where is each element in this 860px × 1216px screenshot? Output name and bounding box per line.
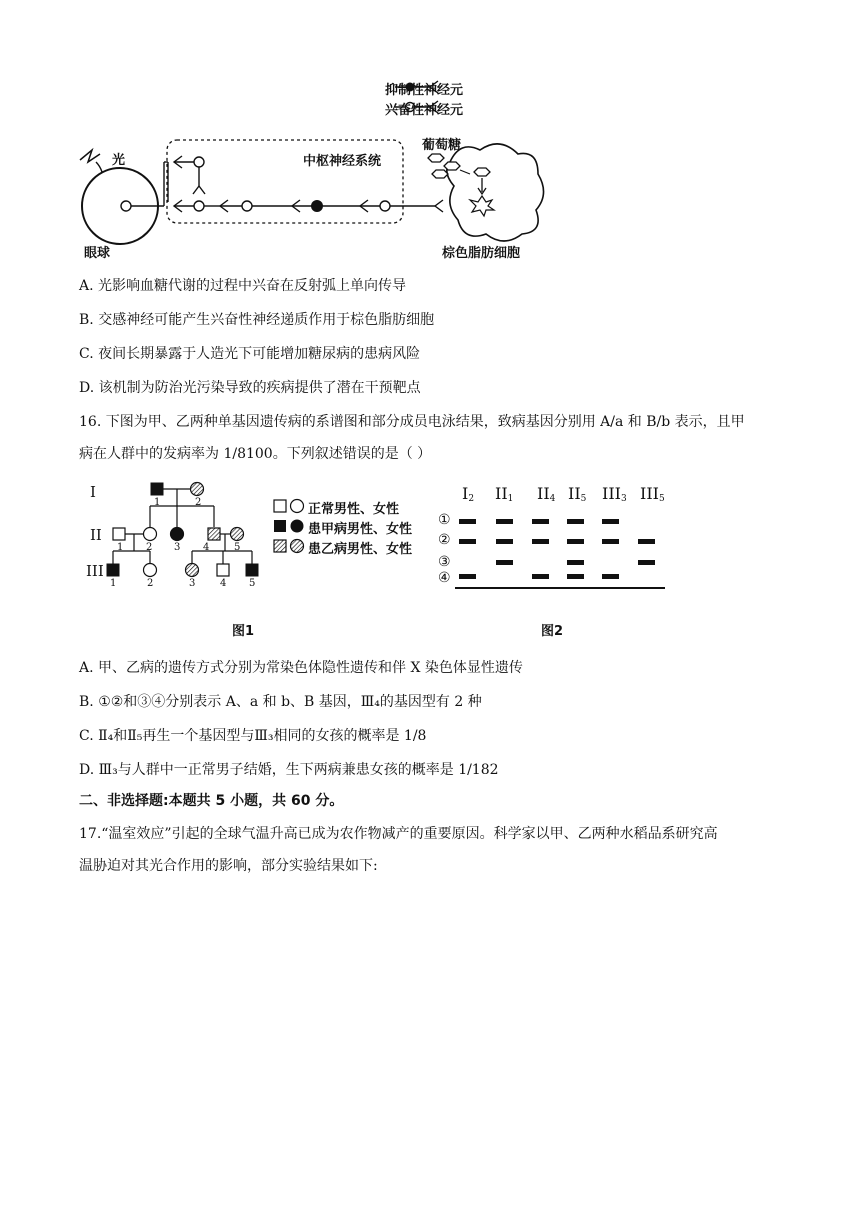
band: [567, 574, 584, 579]
label-brown-fat: 棕色脂肪细胞: [442, 246, 521, 261]
id-II3: 3: [174, 542, 181, 553]
band: [496, 560, 513, 565]
pedigree-chart: [80, 476, 270, 594]
caption-fig1: 图1: [232, 624, 255, 639]
q16-option-b: B. ①②和③④分别表示 A、a 和 b、B 基因，Ⅲ₄的基因型有 2 种: [79, 694, 482, 710]
q16-option-c: C. Ⅱ₄和Ⅱ₅再生一个基因型与Ⅲ₃相同的女孩的概率是 1/8: [79, 728, 427, 744]
id-III2: 2: [147, 578, 154, 589]
lane-label-5: $III_3$: [602, 484, 627, 504]
legend-excitatory: 兴奋性神经元: [385, 103, 464, 118]
id-III1: 1: [110, 578, 117, 589]
label-eyeball: 眼球: [84, 246, 111, 261]
electrophoresis-gel: [455, 510, 665, 592]
gen-label-3: III: [86, 562, 104, 580]
q17-stem-line1: 17.“温室效应”引起的全球气温升高已成为农作物减产的重要原因。科学家以甲、乙两种水稻品系研究高: [79, 826, 718, 842]
band: [638, 560, 655, 565]
brown-fat-cell-icon: [447, 144, 544, 241]
band: [567, 560, 584, 565]
id-III3: 3: [189, 578, 196, 589]
lane-label-3: $II_4$: [537, 484, 556, 504]
row-label-2: ②: [438, 532, 451, 548]
legend-disease-b: 患乙病男性、女性: [308, 542, 413, 557]
band: [602, 539, 619, 544]
label-glucose: 葡萄糖: [422, 138, 462, 153]
id-I2: 2: [195, 497, 202, 508]
q16-option-d: D. Ⅲ₃与人群中一正常男子结婚，生下两病兼患女孩的概率是 1/182: [79, 762, 499, 778]
lane-label-4: $II_5$: [568, 484, 587, 504]
section2-heading: 二、非选择题:本题共 5 小题，共 60 分。: [79, 793, 344, 809]
q15-option-a: A. 光影响血糖代谢的过程中兴奋在反射弧上单向传导: [79, 278, 407, 294]
label-cns: 中枢神经系统: [303, 154, 382, 169]
q17-stem-line2: 温胁迫对其光合作用的影响，部分实验结果如下:: [79, 858, 378, 874]
id-II1: 1: [117, 542, 124, 553]
q16-stem-line2: 病在人群中的发病率为 1/8100。下列叙述错误的是（ ）: [79, 446, 432, 462]
id-III4: 4: [220, 578, 227, 589]
band: [532, 539, 549, 544]
band: [567, 519, 584, 524]
band: [532, 574, 549, 579]
q15-option-c: C. 夜间长期暴露于人造光下可能增加糖尿病的患病风险: [79, 346, 421, 362]
q16-option-a: A. 甲、乙病的遗传方式分别为常染色体隐性遗传和伴 X 染色体显性遗传: [79, 660, 523, 676]
gen-label-2: II: [90, 526, 102, 544]
band: [532, 519, 549, 524]
legend-inhibitory: 抑制性神经元: [385, 83, 464, 98]
band: [638, 539, 655, 544]
legend-disease-a: 患甲病男性、女性: [308, 522, 413, 537]
band: [496, 539, 513, 544]
row-label-3: ③: [438, 554, 451, 570]
id-III5: 5: [249, 578, 256, 589]
legend-normal: 正常男性、女性: [308, 502, 400, 517]
id-I1: 1: [154, 497, 161, 508]
row-label-1: ①: [438, 512, 451, 528]
gen-label-1: I: [90, 483, 96, 501]
label-light: 光: [112, 153, 126, 168]
lane-label-2: $II_1$: [495, 484, 514, 504]
row-label-4: ④: [438, 570, 451, 586]
q15-option-b: B. 交感神经可能产生兴奋性神经递质作用于棕色脂肪细胞: [79, 312, 435, 328]
band: [567, 539, 584, 544]
caption-fig2: 图2: [541, 624, 564, 639]
q15-option-d: D. 该机制为防治光污染导致的疾病提供了潜在干预靶点: [79, 380, 421, 396]
lightning-icon: [80, 150, 100, 162]
band: [496, 519, 513, 524]
id-II2: 2: [146, 542, 153, 553]
pedigree-legend-icons: [272, 496, 312, 558]
band: [459, 519, 476, 524]
band: [459, 574, 476, 579]
band: [459, 539, 476, 544]
id-II5: 5: [234, 542, 241, 553]
band: [602, 574, 619, 579]
lane-label-6: $III_5$: [640, 484, 665, 504]
id-II4: 4: [203, 542, 210, 553]
q16-stem-line1: 16. 下图为甲、乙两种单基因遗传病的系谱图和部分成员电泳结果，致病基因分别用 A/a 和 B/b 表示，且甲: [79, 414, 745, 430]
band: [602, 519, 619, 524]
lane-label-1: $I_2$: [462, 484, 475, 504]
